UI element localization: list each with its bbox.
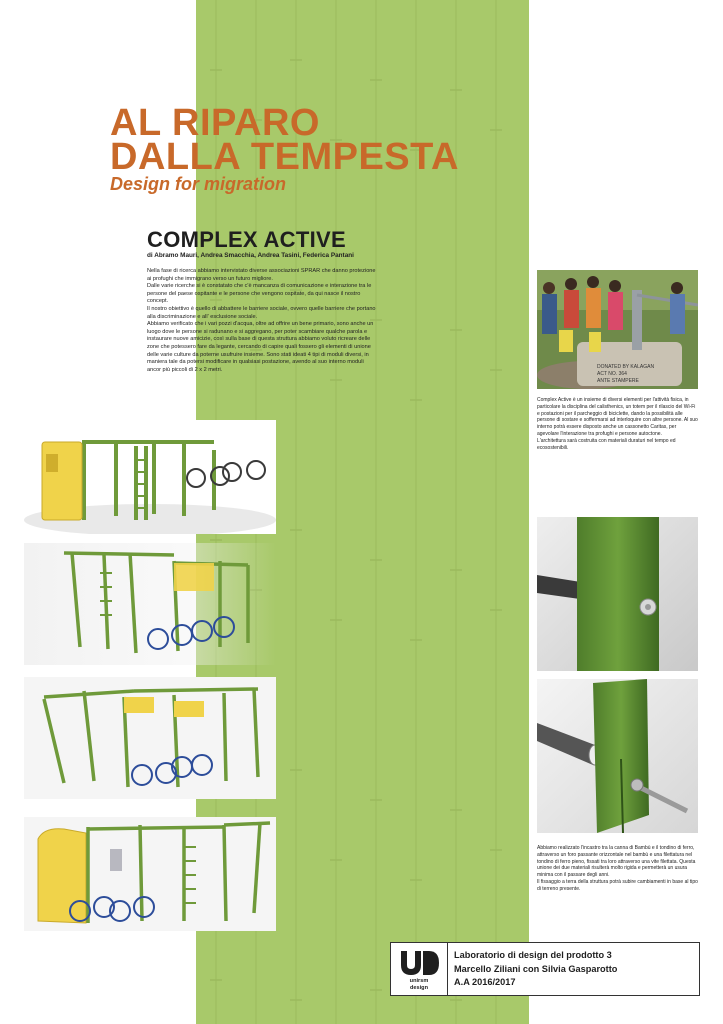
intro-paragraph: Il nostro obiettivo è quello di abbattere le barriere sociale, ovvero quelle barriere che portano alla discriminazione e all' esclusione sociale. xyxy=(147,305,376,320)
description-module xyxy=(537,397,698,451)
description-joint xyxy=(537,845,698,893)
module-render-2 xyxy=(24,543,276,665)
intro-paragraph: Nella fase di ricerca abbiamo intervistato diverse associazioni SPRAR che danno protezione ai profughi che immigrano verso un futuro migliore. xyxy=(147,268,376,282)
academic-year: A.A 2016/2017 xyxy=(454,977,516,987)
title-line-2: DALLA TEMPESTA xyxy=(110,136,459,178)
teachers: Marcello Ziliani con Silvia Gasparotto xyxy=(454,963,618,974)
description-paragraph: Il fissaggio a terra della struttura potrà subire cambiamenti in base al tipo di terreno presente. xyxy=(537,878,698,892)
intro-paragraph: Abbiamo verificato che i vari pozzi d'acqua, oltre ad offrire un bene primario, sono anche un luogo dove le persone si radunano e si aggregano, per poter scambiare qualche parola e instaurare nuove amicizie, così sulla base di questa struttura abbiamo voluto ricreare delle zone che potessero fare da legante, cercando di capire quali fossero gli elementi di unione delle varie culture da poterne usufruire insieme. Sono stati ideati 4 tipi di moduli diversi, in maniera tale da potersi modificare in qualsiasi postazione, avendo al suo interno moduli ancor più piccoli di 2 x 2 metri. xyxy=(147,321,374,373)
intro-text xyxy=(147,268,377,374)
logo-label: design xyxy=(409,985,429,991)
module-render-1 xyxy=(24,420,276,534)
photo-sign-line: ANTE STAMPERE xyxy=(597,378,639,384)
bamboo-joint-render-1 xyxy=(537,517,698,671)
course-name: Laboratorio di design del prodotto 3 xyxy=(454,950,612,960)
bamboo-joint-render-2 xyxy=(537,679,698,833)
poster-title xyxy=(110,102,459,178)
unirsm-design-logo-icon xyxy=(391,943,448,995)
project-authors: di Abramo Mauri, Andrea Smacchia, Andrea Tasini, Federica Pantani xyxy=(147,252,354,259)
poster-subtitle: Design for migration xyxy=(110,174,287,194)
photo-sign-line: DONATED BY KALAGAN xyxy=(597,364,655,370)
photo-sign-line: ACT NO. 364 xyxy=(597,371,627,377)
intro-paragraph: Dalle varie ricerche si è constatato che c'è mancanza di comunicazione e interazione tra le persone del paese ospitante e le persone che vengono ospitate, da qui nasce il nostro concept. xyxy=(147,283,372,305)
water-well-photo xyxy=(537,270,698,389)
credits-text xyxy=(454,949,617,990)
title-line-1: AL RIPARO xyxy=(110,102,320,144)
description-paragraph: Complex Active è un insieme di diversi elementi per l'attività fisica, in particolare la disciplina del calisthenics, un totem per il rilascio del Wi-Fi e postazioni per il parcheggio di biciclette, dando la possibilità alle persone di sostare e soffermarsi ad interloquire con altre persone. Al suo interno potrà essere disposto anche un cassonetto Caritas, per agevolare l'interazione tra profughi e persone autoctone. xyxy=(537,397,698,437)
description-paragraph: L'architettura sarà costruita con materiali duraturi nel tempo ed ecosostenibili. xyxy=(537,437,676,451)
description-paragraph: Abbiamo realizzato l'incastro tra la canna di Bambù e il tondino di ferro, attraverso un foro passante orizzontale nel bambù e una filettatura nel tondino di ferro pieno, fissati tra loro attraverso una vite filettata. Questa unione dei due materiali risulterà molto rigida e permetterà un usura minima con il passare degli anni. xyxy=(537,845,696,879)
module-render-3 xyxy=(24,677,276,799)
module-render-4 xyxy=(24,817,276,931)
logo-label: unirsm xyxy=(409,978,429,984)
project-heading: COMPLEX ACTIVE xyxy=(147,227,346,252)
credits-box xyxy=(390,942,700,996)
